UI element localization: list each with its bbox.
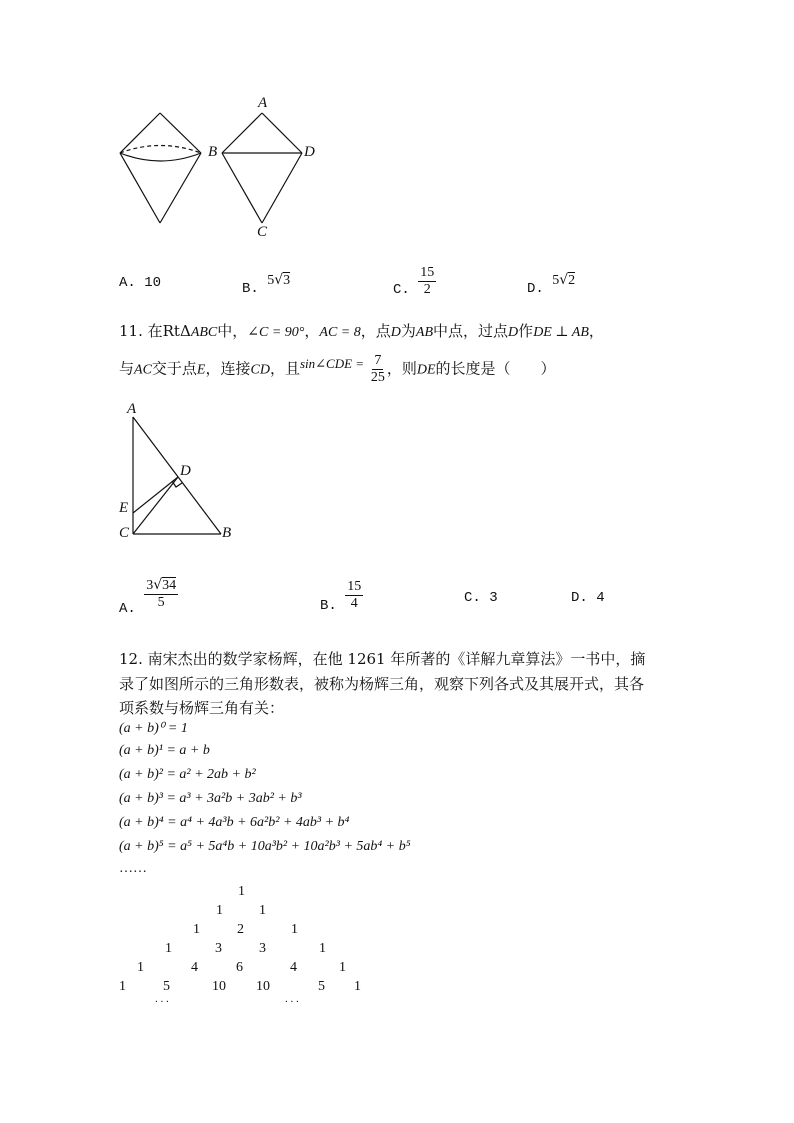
q10-option-c[interactable]: C. $\frac{15}{2}$ [393, 265, 435, 299]
q11-option-a[interactable]: A. $\frac{3√34}{5}$ [119, 577, 177, 617]
triangle-r6-c4: 10 [256, 979, 270, 994]
triangle-r6-c1: 1 [119, 979, 126, 994]
q10-option-d[interactable]: D. 5√2 [527, 272, 576, 297]
fraction: $\frac{15}{4}$ [347, 579, 362, 611]
fig1-label-c: C [257, 224, 268, 240]
triangle-r2-c1: 1 [216, 903, 223, 918]
equation-3: (a + b)³ = a³ + 3a²b + 3ab² + b³ [119, 791, 302, 806]
q11-line1: 11. 在RtΔABC中，∠C = 90°，AC = 8，点D为AB中点，过点D作DE ⊥ AB， [119, 322, 604, 340]
triangle-r6-c6: 1 [354, 979, 361, 994]
equation-4: (a + b)⁴ = a⁴ + 4a³b + 6a²b² + 4ab³ + b⁴ [119, 815, 350, 830]
fig1-label-a: A [258, 95, 268, 111]
q12-line1: 12. 南宋杰出的数学家杨辉，在他 1261 年所著的《详解九章算法》一书中，摘 [119, 650, 646, 668]
triangle-dots-left: . . . [155, 993, 169, 1005]
fig1-label-b: B [208, 144, 218, 160]
fig2-label-d: D [180, 463, 191, 479]
triangle-r4-c1: 1 [165, 941, 172, 956]
triangle-r4-c3: 3 [259, 941, 266, 956]
equation-0: (a + b)⁰ = 1 [119, 721, 188, 736]
sqrt-symbol: √ [559, 272, 569, 288]
equation-1: (a + b)¹ = a + b [119, 743, 210, 758]
triangle-r6-c2: 5 [163, 979, 170, 994]
sqrt-symbol: √ [274, 272, 284, 288]
fig1-label-d: D [304, 144, 315, 160]
triangle-r6-c3: 10 [212, 979, 226, 994]
triangle-r3-c2: 2 [237, 922, 244, 937]
q11-option-c[interactable]: C. 3 [464, 590, 498, 606]
triangle-r5-c5: 1 [339, 960, 346, 975]
triangle-r3-c1: 1 [193, 922, 200, 937]
fraction: $\frac{15}{2}$ [420, 265, 435, 297]
triangle-r5-c3: 6 [236, 960, 243, 975]
q12-line3: 项系数与杨辉三角有关： [119, 699, 285, 717]
equation-2: (a + b)² = a² + 2ab + b² [119, 767, 256, 782]
triangle-r3-c3: 1 [291, 922, 298, 937]
triangle-r5-c4: 4 [290, 960, 297, 975]
fig2-label-b: B [222, 525, 232, 541]
triangle-r2-c2: 1 [259, 903, 266, 918]
equation-5: (a + b)⁵ = a⁵ + 5a⁴b + 10a³b² + 10a²b³ + 5ab⁴ + b⁵ [119, 839, 411, 854]
figure-double-cone [110, 95, 340, 245]
ellipsis: …… [119, 861, 147, 876]
triangle-r1-c1: 1 [238, 884, 245, 899]
q12-line2: 录了如图所示的三角形数表，被称为杨辉三角，观察下列各式及其展开式，其各 [119, 675, 645, 693]
fraction: $\frac{3√34}{5}$ [146, 577, 177, 610]
triangle-r5-c2: 4 [191, 960, 198, 975]
fig2-label-c: C [119, 525, 130, 541]
q11-option-b[interactable]: B. $\frac{15}{4}$ [320, 579, 362, 615]
fig2-label-a: A [127, 401, 137, 417]
q11-line2: 与AC交于点E，连接CD，且sin∠CDE = $\frac{7}{25}$ ，则DE的长度是（ ） [119, 353, 556, 385]
triangle-r4-c2: 3 [215, 941, 222, 956]
triangle-dots-right: . . . [285, 993, 299, 1005]
q10-option-a[interactable]: A. 10 [119, 275, 162, 291]
q11-option-d[interactable]: D. 4 [571, 590, 605, 606]
fig2-label-e: E [119, 500, 129, 516]
triangle-r5-c1: 1 [137, 960, 144, 975]
fraction: $\frac{7}{25}$ [370, 353, 385, 385]
triangle-r6-c5: 5 [318, 979, 325, 994]
triangle-r4-c4: 1 [319, 941, 326, 956]
q10-option-b[interactable]: B. 5√3 [242, 272, 291, 297]
